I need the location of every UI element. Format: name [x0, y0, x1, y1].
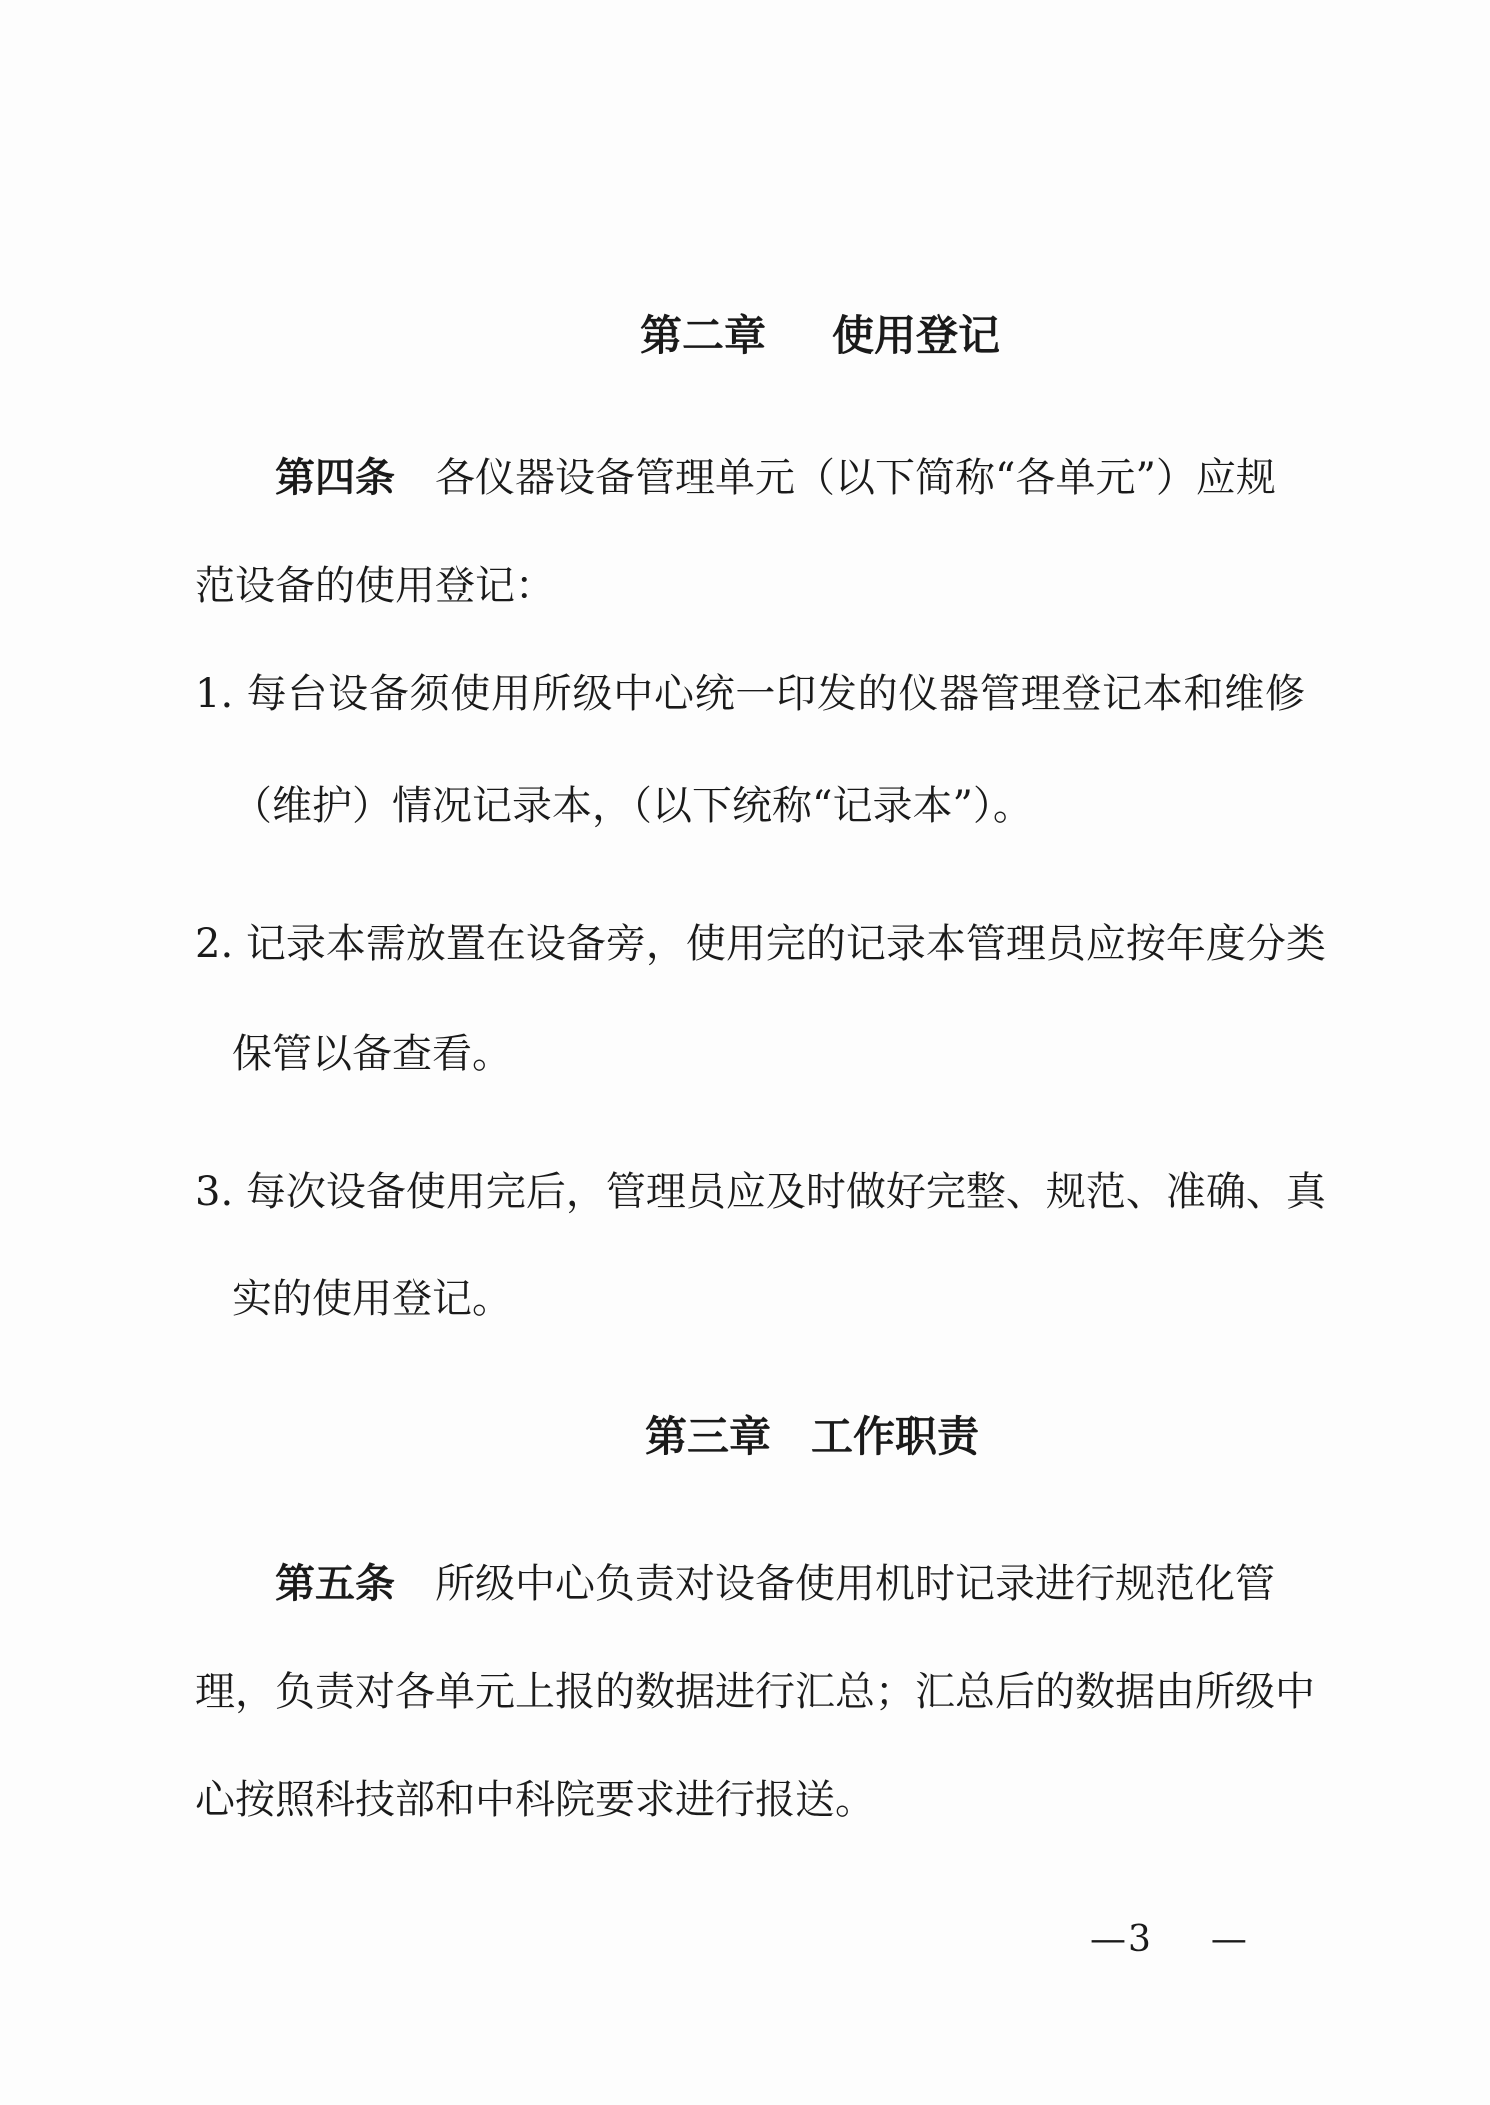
chapter-2-number: 第二章	[640, 311, 767, 360]
article-5-line-1	[275, 1560, 1305, 1608]
article-4-line-2	[195, 562, 555, 610]
page-number-value: 3	[1128, 1919, 1151, 1960]
page-number	[1090, 1918, 1247, 1962]
page-number-dash-left: —	[1090, 1919, 1126, 1960]
article-4-label: 第四条	[275, 455, 395, 501]
article-5-line-3	[195, 1776, 875, 1824]
list-item-1-text-2: （维护）情况记录本，（以下统称“记录本”）。	[232, 783, 1033, 829]
list-item-2-text-1: 2. 记录本需放置在设备旁，使用完的记录本管理员应按年度分类	[195, 921, 1326, 967]
article-5-text-2: 理，负责对各单元上报的数据进行汇总；汇总后的数据由所级中	[195, 1669, 1315, 1715]
chapter-2-title: 使用登记	[832, 311, 1001, 360]
list-item-3-line-1	[195, 1168, 1326, 1216]
chapter-3-title: 工作职责	[811, 1412, 980, 1461]
article-5-text-3: 心按照科技部和中科院要求进行报送。	[195, 1777, 875, 1823]
article-4-text-1: 各仪器设备管理单元（以下简称“各单元”）应规	[435, 455, 1276, 501]
article-5-label: 第五条	[275, 1561, 395, 1607]
list-item-3-text-2: 实的使用登记。	[232, 1276, 512, 1322]
list-item-2-text-2: 保管以备查看。	[232, 1031, 512, 1077]
page-number-dash-right: —	[1210, 1919, 1247, 1960]
chapter-3-number: 第三章	[645, 1412, 772, 1461]
article-4-text-2: 范设备的使用登记：	[195, 563, 555, 609]
chapter-2-heading	[640, 312, 1000, 360]
chapter-3-heading	[645, 1413, 979, 1461]
article-5-line-2	[195, 1668, 1315, 1716]
list-item-1-text-1: 1. 每台设备须使用所级中心统一印发的仪器管理登记本和维修	[195, 671, 1305, 717]
list-item-3-text-1: 3. 每次设备使用完后，管理员应及时做好完整、规范、准确、真	[195, 1169, 1326, 1215]
list-item-3-line-2	[232, 1275, 512, 1323]
list-item-2-line-2	[232, 1030, 512, 1078]
list-item-1-line-1	[195, 670, 1305, 718]
article-5-text-1: 所级中心负责对设备使用机时记录进行规范化管	[435, 1561, 1275, 1607]
list-item-1-line-2	[232, 782, 1033, 830]
article-4-line-1	[275, 454, 1305, 502]
list-item-2-line-1	[195, 920, 1326, 968]
